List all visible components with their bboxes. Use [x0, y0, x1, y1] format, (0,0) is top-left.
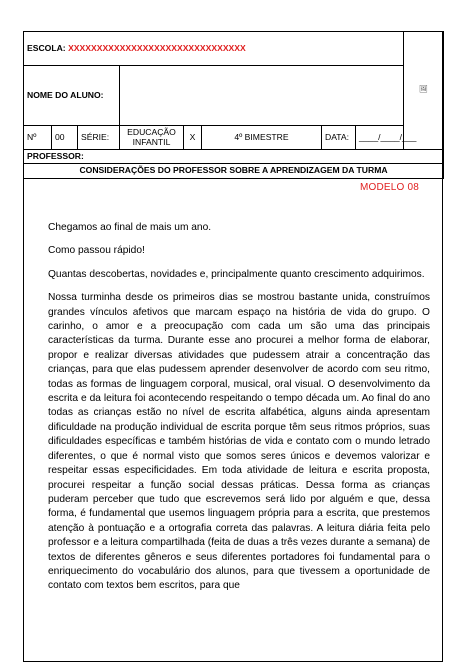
paragraph: Como passou rápido!: [48, 245, 145, 257]
date-value: ____/____/___: [356, 126, 404, 150]
school-label: ESCOLA:: [27, 42, 66, 53]
number-value: 00: [52, 126, 78, 150]
teacher-label: PROFESSOR:: [27, 150, 84, 161]
term-value: 4º BIMESTRE: [202, 126, 322, 150]
student-value-cell: [120, 66, 404, 126]
paragraph: Nossa turminha desde os primeiros dias se mostrou bastante unida, construímos grandes vínculos afetivos que marcam espaço na história de vida do grupo. O carinho, o amor e a preocupação com cada um são uma das principais características da turma. Durante esse ano procurei a melhor forma de elaborar, propor e realizar diversas atividades que pudessem atrair a concentração das crianças, para que elas pudessem aprender desenvolver de acordo com seu ritmo, todas as formas de linguagem corporal, musical, oral visual. O desenvolvimento da escrita e da leitura foi acontecendo respeitando o tempo década um. Ao final do ano todas as crianças estão no nível de escrita alfabética, alguns ainda apresentam dificuldade na produção individual de escrita porque têm seus ritmos próprios, suas dificuldades específicas e também histórias de vida e contato com o mundo letrado diferentes, o que é normal visto que somos seres únicos e devemos valorizar e respeitar essas especificidades. Em toda atividade de leitura e escrita proposta, procurei respeitar a função social dessas práticas. Dessa forma as crianças puderam perceber que tudo que escrevemos será lido por alguém e que, dessa forma, é fundamental que usemos linguagem própria para a escrita, que prestemos atenção à pontuação e a ortografia correta das palavras. A leitura diária feita pelo professor e a leitura compartilhada (feita de duas a três vezes durante a semana) de textos de diferentes gêneros e seus diferentes portadores foi fundamental para o enriquecimento do vocabulário dos alunos, para que tivessem a oportunidade de contato com textos bem escritos, para que: [48, 292, 430, 592]
header-table: [23, 31, 444, 179]
student-label-cell: [24, 66, 120, 126]
grade-mark: X: [184, 126, 202, 150]
teacher-cell: [24, 150, 444, 164]
grade-value: EDUCAÇÃO INFANTIL: [120, 126, 184, 150]
school-cell: [24, 32, 404, 66]
section-title: CONSIDERAÇÕES DO PROFESSOR SOBRE A APRENDIZAGEM DA TURMA: [24, 164, 444, 179]
school-value: XXXXXXXXXXXXXXXXXXXXXXXXXXXXXXX: [68, 42, 246, 53]
number-label: Nº: [24, 126, 52, 150]
paragraph: Quantas descobertas, novidades e, principalmente quanto crescimento adquirimos.: [48, 268, 425, 280]
date-label: DATA:: [322, 126, 356, 150]
paragraph: Chegamos ao final de mais um ano.: [48, 222, 212, 233]
image-placeholder-icon: 🖼: [419, 86, 428, 94]
grade-label: SÉRIE:: [78, 126, 120, 150]
student-label: NOME DO ALUNO:: [27, 89, 104, 100]
model-label: MODELO 08: [360, 182, 420, 193]
document-body: [48, 221, 430, 594]
